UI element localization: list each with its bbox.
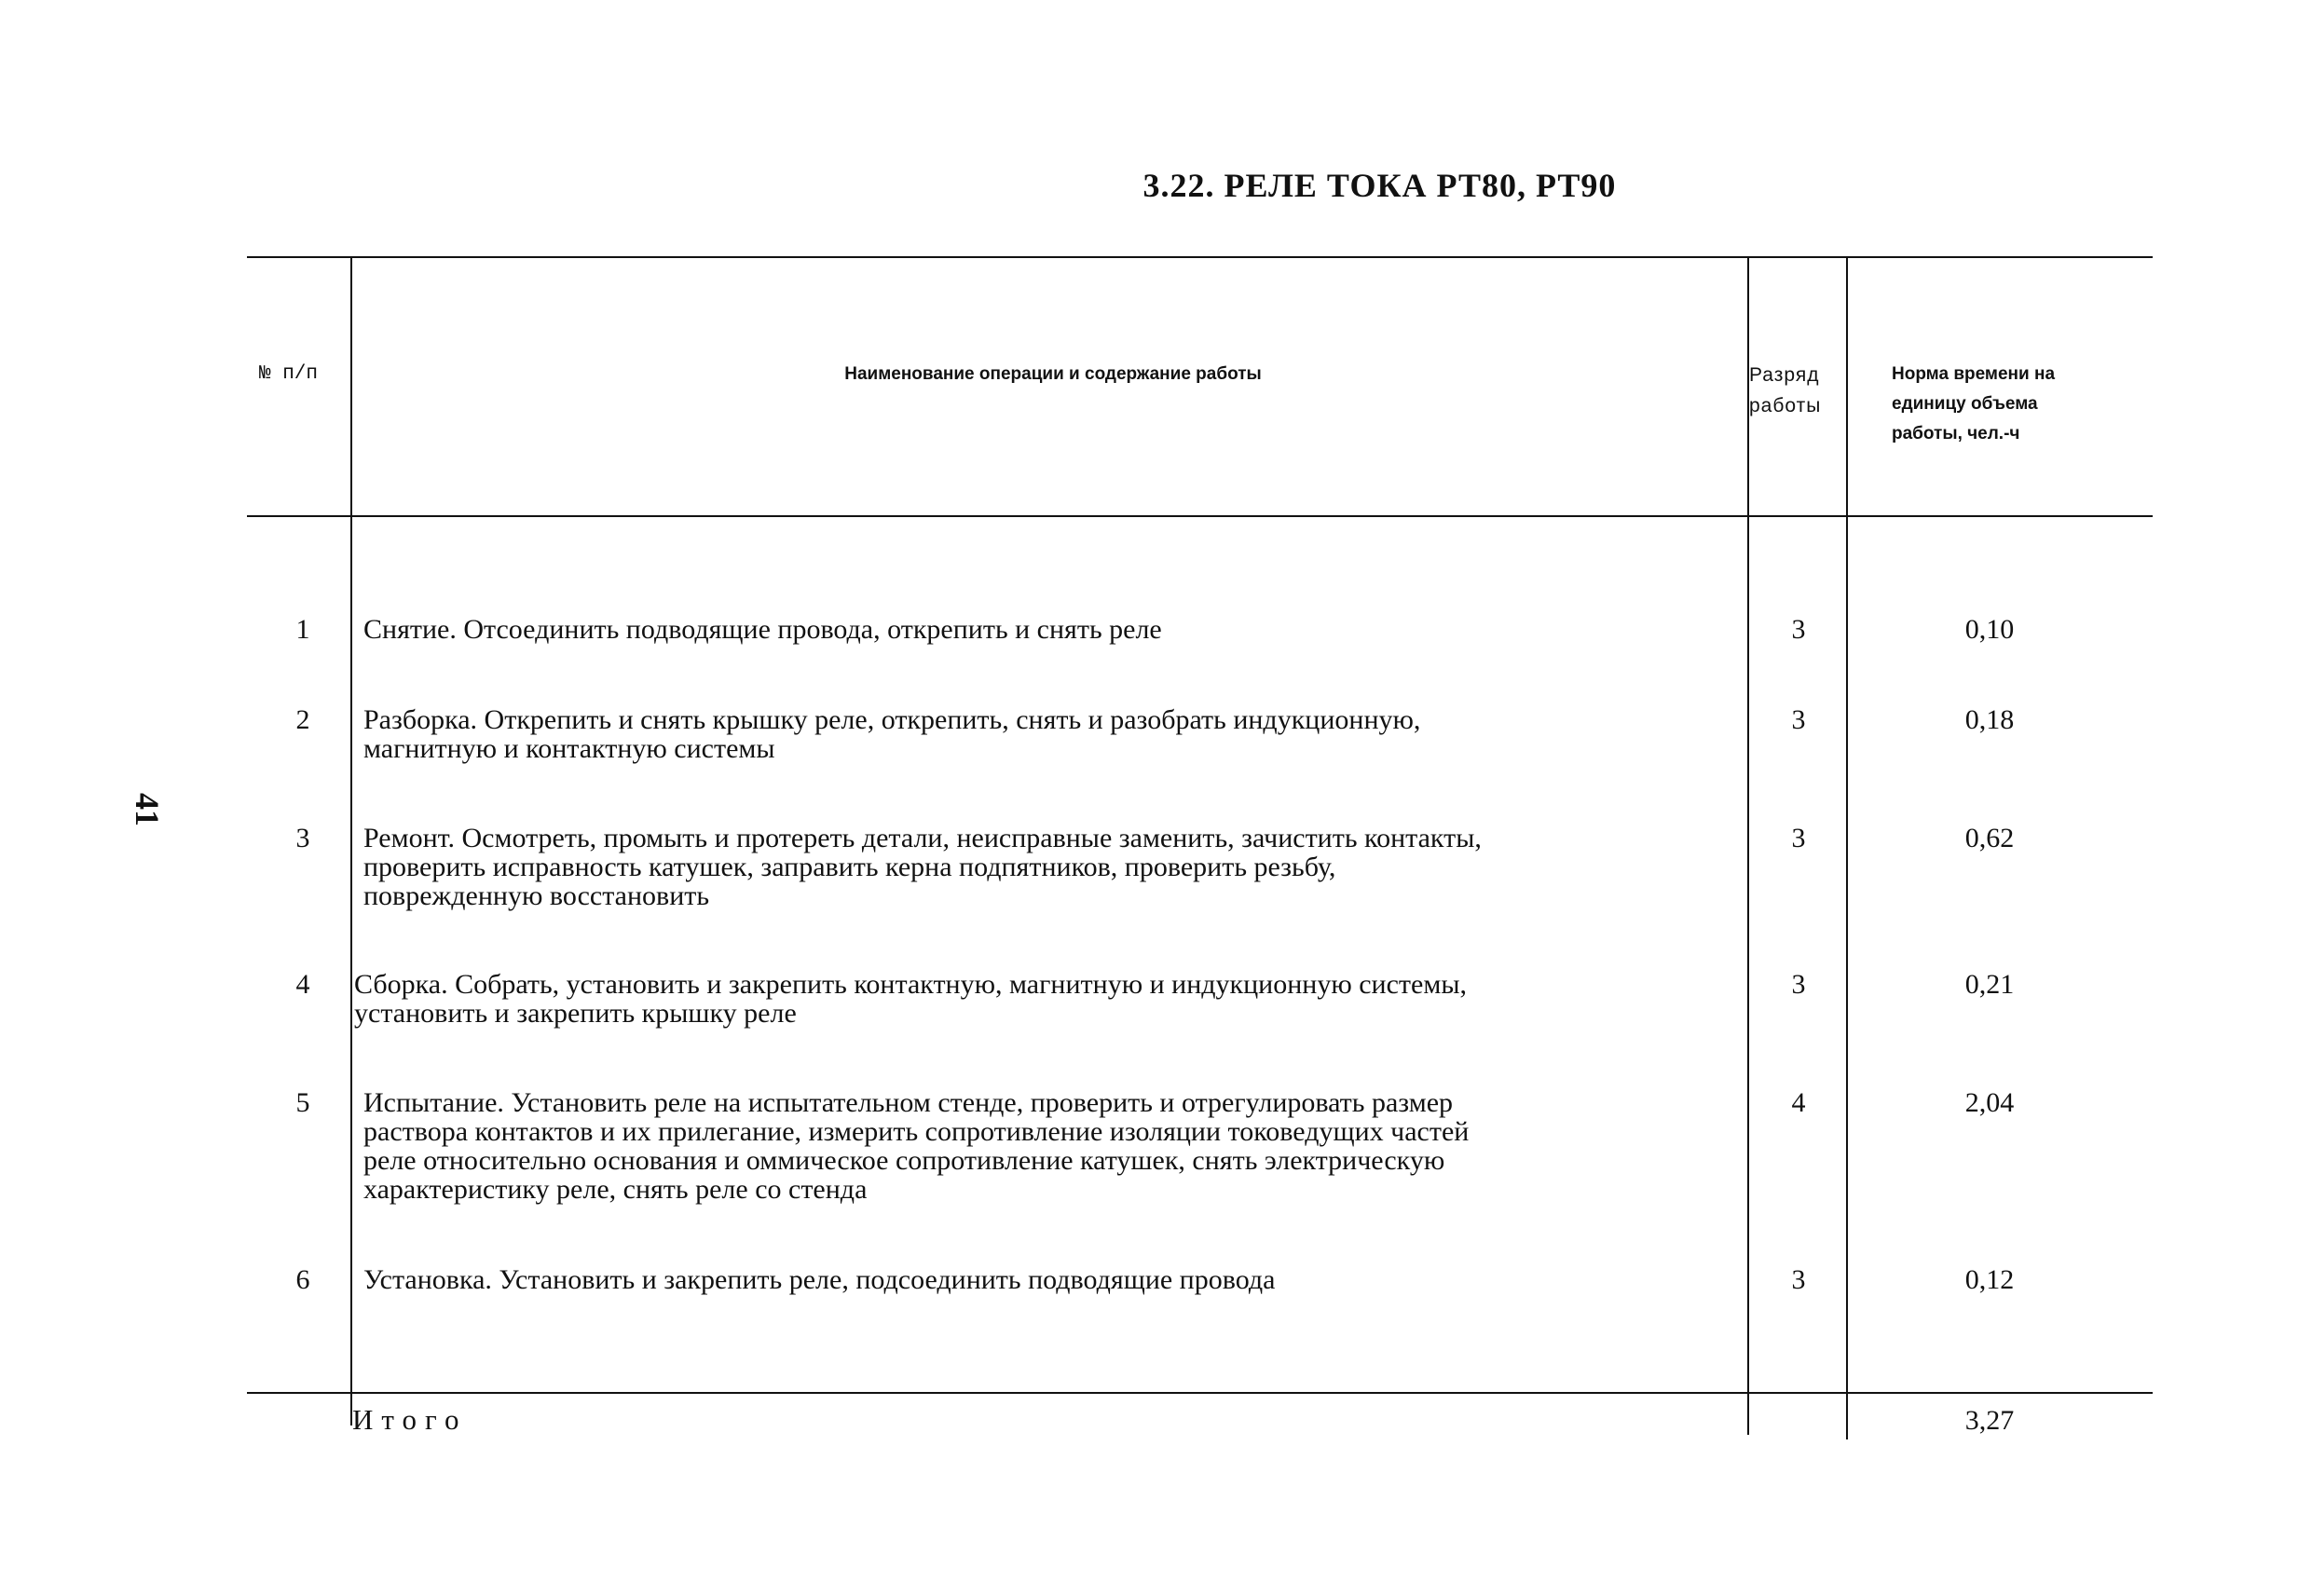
row-6-rank: 3 [1791,1264,1806,1295]
row-1-line-1: Снятие. Отсоединить подводящие провода, открепить и снять реле [363,614,1162,645]
row-4-line-1: Сборка. Собрать, установить и закрепить контактную, магнитную и индукционную системы, [354,969,1467,1000]
total-label: Итого [352,1403,468,1436]
row-4-number: 4 [295,969,310,1000]
header-rank-line-1: Разряд [1749,364,1820,386]
row-2-number: 2 [295,704,310,735]
row-3-description [363,824,1743,910]
table-header-rule [247,515,2153,517]
total-value: 3,27 [1964,1405,2015,1436]
row-3-norm: 0,62 [1964,823,2015,853]
row-2-norm: 0,18 [1964,704,2015,735]
row-1-number: 1 [295,614,310,645]
row-4-norm: 0,21 [1964,969,2015,1000]
row-2-line-2: магнитную и контактную системы [363,733,775,764]
header-norm-line-1: Норма времени на [1892,364,2056,384]
row-6-line-1: Установка. Установить и закрепить реле, подсоединить подводящие провода [363,1264,1276,1295]
row-4-description [354,970,1733,1028]
table-top-rule [247,256,2153,258]
header-rank-line-2: работы [1749,395,1822,416]
row-5-description [363,1088,1743,1204]
row-2-line-1: Разборка. Открепить и снять крышку реле, открепить, снять и разобрать индукционную, [363,704,1421,735]
page-title: 3.22. РЕЛЕ ТОКА РТ80, РТ90 [1142,167,1617,204]
table-column-divider-1 [350,256,352,1425]
row-3-line-3: поврежденную восстановить [363,880,710,911]
header-norm-line-3: работы, чел.-ч [1892,424,2020,443]
header-norm [1892,360,2055,449]
page-number: 41 [129,793,166,826]
header-operation: Наименование операции и содержание работы [844,364,1262,384]
row-5-rank: 4 [1791,1087,1806,1118]
row-5-line-4: характеристику реле, снять реле со стенда [363,1174,868,1205]
row-5-number: 5 [295,1087,310,1118]
row-4-line-2: установить и закрепить крышку реле [354,998,797,1029]
row-5-norm: 2,04 [1964,1087,2015,1118]
row-3-line-2: проверить исправность катушек, заправить керна подпятников, проверить резьбу, [363,852,1336,882]
row-6-norm: 0,12 [1964,1264,2015,1295]
row-5-line-3: реле относительно основания и оммическое сопротивление катушек, снять электрическую [363,1145,1445,1176]
header-norm-line-2: единицу объема [1892,394,2038,414]
row-1-rank: 3 [1791,614,1806,645]
header-rank [1749,360,1821,421]
row-1-description [363,615,1743,644]
table-column-divider-2 [1747,256,1749,1435]
row-2-description [363,705,1743,763]
row-5-line-1: Испытание. Установить реле на испытательном стенде, проверить и отрегулировать размер [363,1087,1454,1118]
row-5-line-2: раствора контактов и их прилегание, измерить сопротивление изоляции токоведущих частей [363,1116,1470,1147]
table-total-rule [247,1392,2153,1394]
row-6-number: 6 [295,1264,310,1295]
row-2-rank: 3 [1791,704,1806,735]
row-3-number: 3 [295,823,310,853]
row-1-norm: 0,10 [1964,614,2015,645]
table-column-divider-3 [1846,256,1848,1439]
row-4-rank: 3 [1791,969,1806,1000]
row-3-rank: 3 [1791,823,1806,853]
row-3-line-1: Ремонт. Осмотреть, промыть и протереть детали, неисправные заменить, зачистить контакты, [363,823,1482,853]
header-number: № п/п [259,363,319,385]
row-6-description [363,1265,1743,1294]
